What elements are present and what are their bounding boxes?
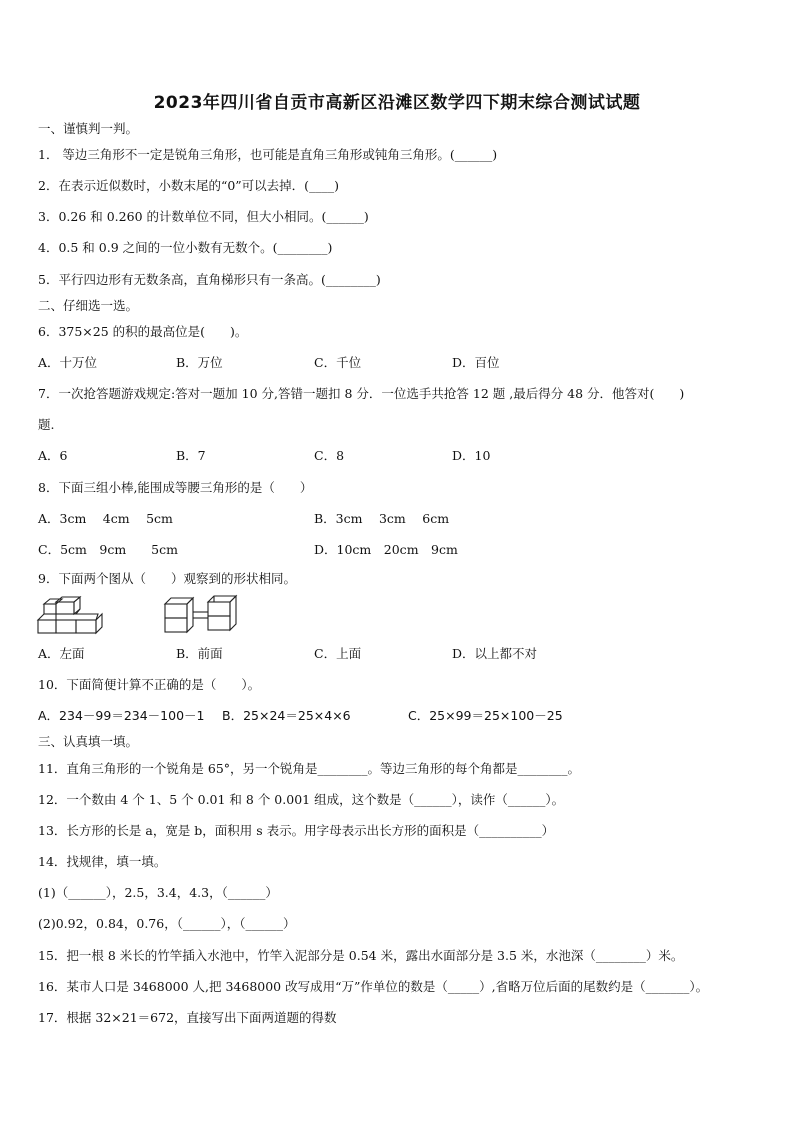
q7-option-c: C．8 [314,448,345,463]
question-16: 16．某市人口是 3468000 人,把 3468000 改写成用“万”作单位的数是（_____）,省略万位后面的尾数约是（_______）。 [38,979,709,994]
q8-option-a: A．3cm 4cm 5cm [38,511,173,526]
question-6: 6．375×25 的积的最高位是( )。 [38,324,248,339]
section-heading-1: 一、谨慎判一判。 [38,121,139,136]
question-9: 9．下面两个图从（ ）观察到的形状相同。 [38,571,296,586]
q10-option-a: A．234－99＝234－100－1 [38,708,205,723]
question-3: 3．0.26 和 0.260 的计数单位不同，但大小相同。(______) [38,209,369,224]
question-17: 17．根据 32×21＝672，直接写出下面两道题的得数 [38,1010,337,1025]
section-heading-2: 二、仔细选一选。 [38,298,139,313]
question-12: 12．一个数由 4 个 1、5 个 0.01 和 8 个 0.001 组成，这个数是（______），读作（______）。 [38,792,565,807]
q8-option-b: B．3cm 3cm 6cm [314,511,450,526]
q9-figure-1 [36,594,106,636]
question-14-part-1: (1)（______），2.5，3.4，4.3，（______） [38,885,278,900]
question-14: 14．找规律，填一填。 [38,854,167,869]
question-4: 4．0.5 和 0.9 之间的一位小数有无数个。(________) [38,240,333,255]
question-7-line-1: 7．一次抢答题游戏规定:答对一题加 10 分,答错一题扣 8 分．一位选手共抢答 12 题 ,最后得分 48 分．他答对( ) [38,386,685,401]
q7-option-a: A．6 [38,448,68,463]
q10-option-b: B．25×24＝25×4×6 [222,708,351,723]
question-7-line-2: 题. [38,417,55,432]
question-15: 15．把一根 8 米长的竹竿插入水池中，竹竿入泥部分是 0.54 米，露出水面部分是 3.5 米，水池深（________）米。 [38,948,684,963]
question-13: 13．长方形的长是 a，宽是 b，面积用 s 表示。用字母表示出长方形的面积是（__________） [38,823,555,838]
question-8: 8．下面三组小棒,能围成等腰三角形的是（ ） [38,480,313,495]
q10-option-c: C．25×99＝25×100－25 [408,708,563,723]
page-title: 2023年四川省自贡市高新区沿滩区数学四下期末综合测试试题 [153,93,641,113]
q6-option-b: B．万位 [176,355,223,370]
q8-option-d: D．10cm 20cm 9cm [314,542,458,557]
q7-option-b: B．7 [176,448,206,463]
question-11: 11．直角三角形的一个锐角是 65°，另一个锐角是________。等边三角形的每个角都是________。 [38,761,581,776]
q7-option-d: D．10 [452,448,491,463]
question-2: 2．在表示近似数时，小数末尾的“0”可以去掉．(____) [38,178,339,193]
q6-option-a: A．十万位 [38,355,98,370]
question-1: 1． 等边三角形不一定是锐角三角形，也可能是直角三角形或钝角三角形。(______) [38,147,498,162]
q9-option-b: B．前面 [176,646,223,661]
section-heading-3: 三、认真填一填。 [38,734,139,749]
question-5: 5．平行四边形有无数条高，直角梯形只有一条高。(________) [38,272,381,287]
question-10: 10．下面简便计算不正确的是（ ）。 [38,677,261,692]
q9-option-d: D．以上都不对 [452,646,538,661]
q6-option-c: C．千位 [314,355,362,370]
q8-option-c: C．5cm 9cm 5cm [38,542,178,557]
q6-option-d: D．百位 [452,355,500,370]
q9-option-a: A．左面 [38,646,85,661]
q9-figure-2 [162,594,242,636]
question-14-part-2: (2)0.92，0.84，0.76，（______），（______） [38,916,296,931]
q9-option-c: C．上面 [314,646,362,661]
